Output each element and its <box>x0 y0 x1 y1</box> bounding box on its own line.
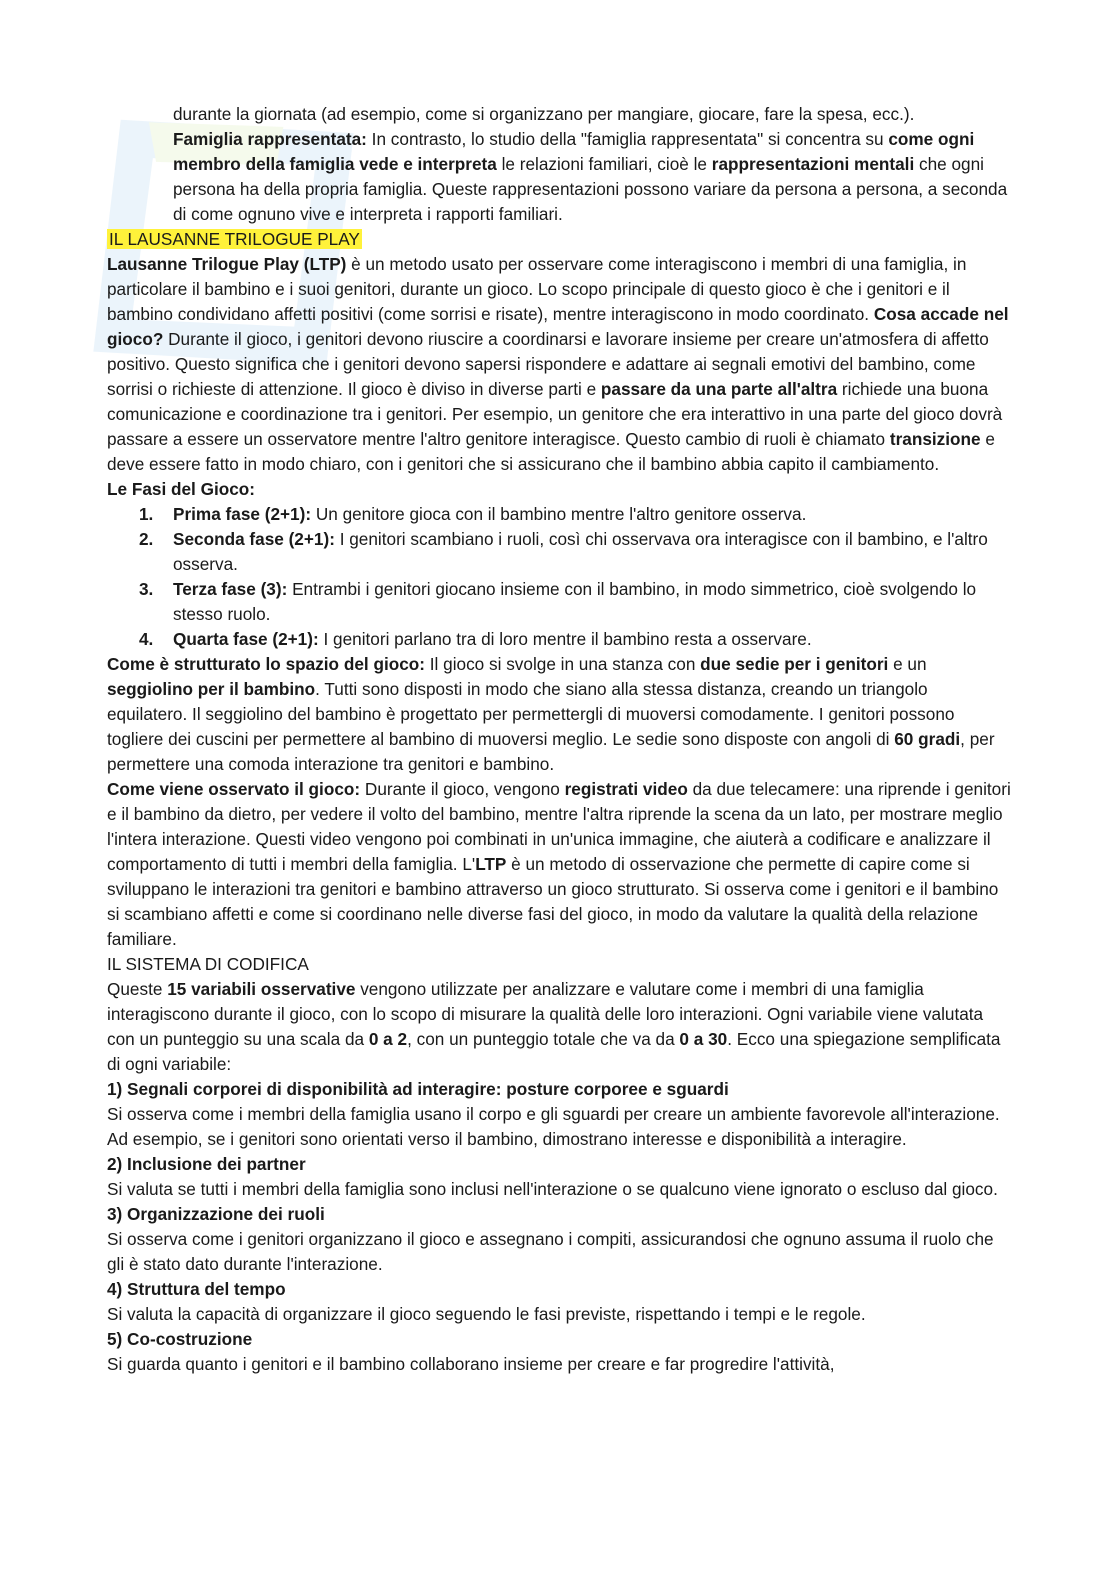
list-item: 4. Quarta fase (2+1): I genitori parlano tra di loro mentre il bambino resta a osservare. <box>139 629 812 649</box>
fasi-list <box>107 502 1012 652</box>
variabile-text: Si valuta la capacità di organizzare il gioco seguendo le fasi previste, rispettando i tempi e le regole. <box>107 1304 866 1324</box>
fasi-heading: Le Fasi del Gioco: <box>107 479 256 499</box>
intro-line: durante la giornata (ad esempio, come si organizzano per mangiare, giocare, fare la spesa, ecc.). <box>173 104 915 124</box>
variabile-title: 4) Struttura del tempo <box>107 1279 286 1299</box>
codifica-heading: IL SISTEMA DI CODIFICA <box>107 954 309 974</box>
variabile-text: Si valuta se tutti i membri della famiglia sono inclusi nell'interazione o se qualcuno viene ignorato o escluso dal gioco. <box>107 1179 998 1199</box>
famiglia-rappresentata-paragraph: Famiglia rappresentata: In contrasto, lo studio della "famiglia rappresentata" si concentra su come ogni membro della famiglia vede e interpreta le relazioni familiari, cioè le rappresentazioni mentali che ogni persona ha della propria famiglia. Queste rappresentazioni possono variare da persona a persona, a seconda di come ognuno vive e interpreta i rapporti familiari. <box>173 129 1008 224</box>
spazio-paragraph: Come è strutturato lo spazio del gioco: Il gioco si svolge in una stanza con due sedie per i genitori e un seggiolino per il bambino. Tutti sono disposti in modo che siano alla stessa distanza, creando un triangolo equilatero. Il seggiolino del bambino è progettato per permettergli di muoversi comodamente. I genitori possono togliere dei cuscini per permettere al bambino di muoversi meglio. Le sedie sono disposte con angoli di 60 gradi, per permettere una comoda interazione tra genitori e bambino. <box>107 654 995 774</box>
list-item: 2. Seconda fase (2+1): I genitori scambiano i ruoli, così chi osservava ora interagisce con il bambino, e l'altro osserva. <box>139 529 988 574</box>
variabile-text: Si osserva come i genitori organizzano il gioco e assegnano i compiti, assicurandosi che ognuno assuma il ruolo che gli è stato dato durante l'interazione. <box>107 1229 994 1274</box>
codifica-intro: Queste 15 variabili osservative vengono utilizzate per analizzare e valutare come i membri di una famiglia interagiscono durante il gioco, con lo scopo di misurare la qualità delle loro interazioni. Ogni variabile viene valutata con un punteggio su una scala da 0 a 2, con un punteggio totale che va da 0 a 30. Ecco una spiegazione semplificata di ogni variabile: <box>107 979 1001 1074</box>
variabile-title: 3) Organizzazione dei ruoli <box>107 1204 325 1224</box>
list-item: 1. Prima fase (2+1): Un genitore gioca con il bambino mentre l'altro genitore osserva. <box>139 504 807 524</box>
variabile-text: Si osserva come i membri della famiglia usano il corpo e gli sguardi per creare un ambiente favorevole all'interazione. Ad esempio, se i genitori sono orientati verso il bambino, dimostrano interesse e disponibilità a interagire. <box>107 1104 1000 1149</box>
list-item: 3. Terza fase (3): Entrambi i genitori giocano insieme con il bambino, in modo simmetrico, cioè svolgendo lo stesso ruolo. <box>139 579 977 624</box>
osservato-paragraph: Come viene osservato il gioco: Durante il gioco, vengono registrati video da due telecamere: una riprende i genitori e il bambino da dietro, per vedere il volto del bambino, mentre l'altra riprende la scena da un lato, per mostrare meglio l'intera interazione. Questi video vengono poi combinati in un'unica immagine, che aiuterà a codificare e analizzare il comportamento di tutti i membri della famiglia. L'LTP è un metodo di osservazione che permette di capire come si sviluppano le interazioni tra genitori e bambino attraverso un gioco strutturato. Si osserva come i genitori e il bambino si scambiano affetti e come si coordinano nelle diverse fasi del gioco, in modo da valutare la qualità della relazione familiare. <box>107 779 1011 949</box>
ltp-heading: IL LAUSANNE TRILOGUE PLAY <box>109 229 360 249</box>
variabile-text: Si guarda quanto i genitori e il bambino collaborano insieme per creare e far progredire l'attività, <box>107 1354 835 1374</box>
variabile-title: 5) Co-costruzione <box>107 1329 253 1349</box>
document-page <box>107 102 1012 1377</box>
variabile-title: 1) Segnali corporei di disponibilità ad interagire: posture corporee e sguardi <box>107 1079 729 1099</box>
variabile-title: 2) Inclusione dei partner <box>107 1154 306 1174</box>
ltp-paragraph: Lausanne Trilogue Play (LTP) è un metodo usato per osservare come interagiscono i membri di una famiglia, in particolare il bambino e i suoi genitori, durante un gioco. Lo scopo principale di questo gioco è che i genitori e il bambino condividano affetti positivi (come sorrisi e risate), mentre interagiscono in modo coordinato. Cosa accade nel gioco? Durante il gioco, i genitori devono riuscire a coordinarsi e lavorare insieme per creare un'atmosfera di affetto positivo. Questo significa che i genitori devono sapersi rispondere e adattare ai segnali emotivi del bambino, come sorrisi o richieste di attenzione. Il gioco è diviso in diverse parti e passare da una parte all'altra richiede una buona comunicazione e coordinazione tra i genitori. Per esempio, un genitore che era interattivo in una parte del gioco dovrà passare a essere un osservatore mentre l'altro genitore interagisce. Questo cambio di ruoli è chiamato transizione e deve essere fatto in modo chiaro, con i genitori che si assicurano che il bambino abbia capito il cambiamento. <box>107 254 1009 474</box>
